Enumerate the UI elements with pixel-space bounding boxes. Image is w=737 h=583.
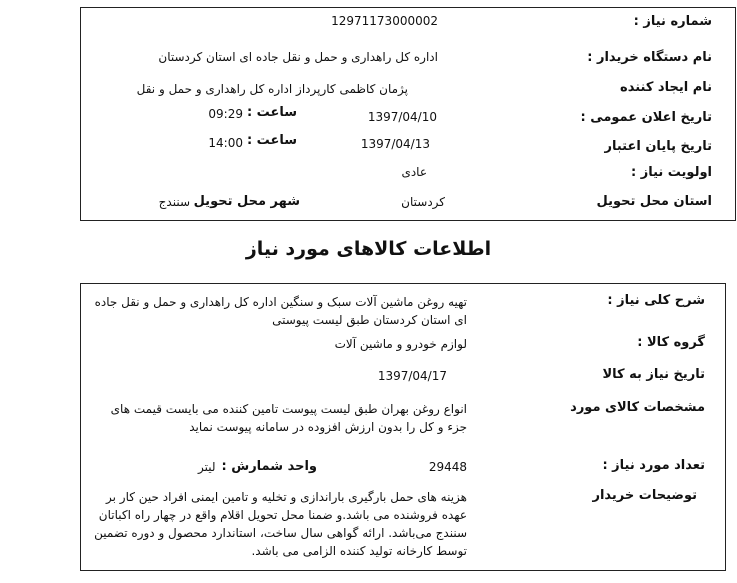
notes-row — [81, 487, 725, 560]
expiry-date-label: تاریخ پایان اعتبار — [604, 139, 712, 154]
specs: انواع روغن بهران طبق لیست پیوست تامین کننده می بایست قیمت های جزء و کل را بدون ارزش افزوده در سامانه پیوست نماید — [110, 402, 467, 434]
need-date-label: تاریخ نیاز به کالا — [602, 367, 705, 382]
description: تهیه روغن ماشین آلات سبک و سنگین اداره کل راهداری و حمل و نقل جاده ای استان کردستان طبق لیست پیوستی — [94, 295, 467, 327]
group-label: گروه کالا : — [637, 335, 705, 350]
specs-label: مشخصات کالای مورد — [570, 400, 705, 415]
quantity: 29448 — [428, 460, 467, 474]
section-title: اطلاعات کالاهای مورد نیاز — [245, 238, 492, 260]
creator-label: نام ایجاد کننده — [620, 80, 712, 95]
group: لوازم خودرو و ماشین آلات — [334, 337, 467, 351]
expiry-time-label: ساعت : — [246, 133, 297, 148]
notes-label: توضیحات خریدار — [592, 488, 697, 503]
province: کردستان — [401, 195, 445, 209]
announce-date-label: تاریخ اعلان عمومی : — [580, 110, 712, 125]
province-label: استان محل تحویل — [596, 194, 712, 209]
announce-time-label: ساعت : — [246, 105, 297, 120]
quantity-row — [81, 457, 725, 487]
unit-label: واحد شمارش : — [221, 459, 317, 474]
expiry-time: 14:00 — [208, 136, 243, 150]
description-label: شرح کلی نیاز : — [607, 293, 705, 308]
creator-name: پژمان کاظمی کارپرداز اداره کل راهداری و حمل و نقل — [136, 82, 408, 96]
quantity-label: تعداد مورد نیاز : — [602, 458, 705, 473]
buyer-notes: هزینه های حمل بارگیری باراندازی و تخلیه و تامین ایمنی افراد حین کار بر عهده فروشنده می باشد.و ضمنا محل تحویل اقلام واقع در چهار راه اکباتان سنندج می‌باشد. ارائه گواهی سال ساخت، استاندارد محصول و دوره تضمین توسط کارخانه تولید کننده الزامی می باشد. — [94, 490, 467, 558]
announce-time: 09:29 — [208, 107, 243, 121]
goods-details-box — [80, 283, 726, 571]
priority-label: اولویت نیاز : — [630, 165, 712, 180]
expiry-date: 1397/04/13 — [360, 137, 430, 151]
need-date-row — [81, 366, 725, 399]
priority: عادی — [401, 165, 427, 179]
announce-date: 1397/04/10 — [367, 110, 437, 124]
specs-row — [81, 399, 725, 457]
group-row — [81, 334, 725, 366]
buyer-label: نام دستگاه خریدار : — [587, 50, 712, 65]
buyer-name: اداره کل راهداری و حمل و نقل جاده ای استان کردستان — [158, 50, 438, 64]
city-label: شهر محل تحویل — [193, 194, 300, 209]
need-number: 12971173000002 — [331, 14, 438, 28]
unit: لیتر — [198, 460, 216, 474]
city: سنندج — [158, 195, 190, 209]
quantity-cell — [81, 457, 467, 476]
need-date: 1397/04/17 — [377, 369, 447, 383]
description-row — [81, 292, 725, 334]
need-number-label: شماره نیاز : — [633, 14, 712, 29]
